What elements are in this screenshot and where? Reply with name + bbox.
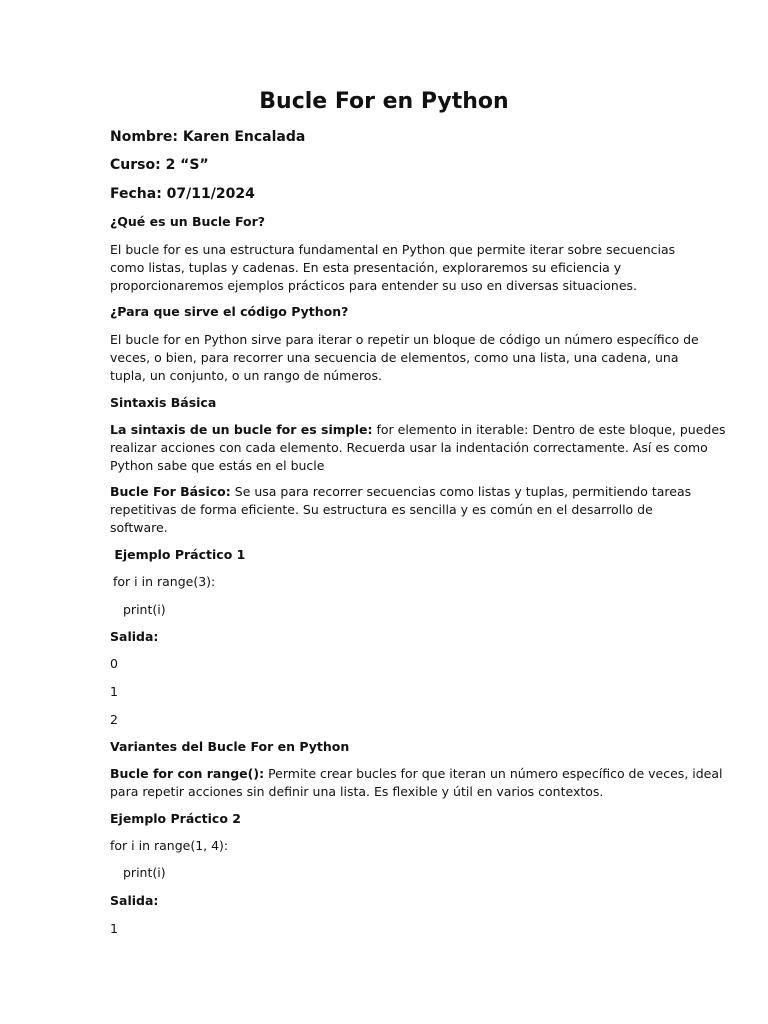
inline-bold-term: Bucle for con range(): — [110, 766, 265, 781]
output-line: 2 — [110, 712, 118, 727]
heading-variantes: Variantes del Bucle For en Python — [110, 739, 350, 754]
paragraph-line: tupla, un conjunto, o un rango de números. — [110, 368, 382, 383]
code-line: for i in range(3): — [113, 574, 216, 589]
heading-para-que: ¿Para que sirve el código Python? — [110, 304, 349, 319]
course: Curso: 2 “S” — [110, 157, 209, 173]
salida-label: Salida: — [110, 629, 159, 644]
paragraph-line: El bucle for en Python sirve para iterar o repetir un bloque de código un número específico de — [110, 332, 699, 347]
paragraph-line: repetitivas de forma eficiente. Su estructura es sencilla y es común en el desarrollo de — [110, 502, 653, 517]
heading-que-es: ¿Qué es un Bucle For? — [110, 214, 266, 229]
paragraph-variantes — [110, 765, 723, 801]
paragraph-line: veces, o bien, para recorrer una secuencia de elementos, como una lista, una cadena, una — [110, 350, 679, 365]
output-line: 1 — [110, 921, 118, 936]
paragraph-que-es — [110, 241, 676, 295]
paragraph-line: como listas, tuplas y cadenas. En esta presentación, exploraremos su eficiencia y — [110, 260, 622, 275]
output-line: 1 — [110, 684, 118, 699]
salida-label: Salida: — [110, 893, 159, 908]
paragraph-line — [110, 421, 726, 439]
heading-ejemplo-2: Ejemplo Práctico 2 — [110, 811, 241, 826]
code-line: print(i) — [123, 602, 166, 617]
inline-text: Se usa para recorrer secuencias como listas y tuplas, permitiendo tareas — [230, 484, 692, 499]
paragraph-line: proporcionaremos ejemplos prácticos para entender su uso en diversas situaciones. — [110, 278, 638, 293]
paragraph-line: realizar acciones con cada elemento. Recuerda usar la indentación correctamente. Así es como — [110, 440, 708, 455]
code-line: for i in range(1, 4): — [110, 838, 229, 853]
paragraph-line: El bucle for es una estructura fundamental en Python que permite iterar sobre secuencias — [110, 242, 676, 257]
inline-bold-term: La sintaxis de un bucle for es simple: — [110, 422, 373, 437]
heading-sintaxis: Sintaxis Básica — [110, 395, 217, 410]
paragraph-line: Python sabe que estás en el bucle — [110, 458, 325, 473]
inline-bold-term: Bucle For Básico: — [110, 484, 231, 499]
paragraph-line: software. — [110, 520, 168, 535]
paragraph-line — [110, 765, 723, 783]
document-title: Bucle For en Python — [259, 89, 509, 114]
paragraph-sintaxis — [110, 421, 726, 475]
code-line: print(i) — [123, 865, 166, 880]
inline-text: for elemento in iterable: Dentro de este bloque, puedes — [372, 422, 726, 437]
heading-ejemplo-1: Ejemplo Práctico 1 — [110, 547, 246, 562]
paragraph-bucle-basico — [110, 483, 692, 537]
output-line: 0 — [110, 656, 118, 671]
date: Fecha: 07/11/2024 — [110, 186, 255, 202]
student-name: Nombre: Karen Encalada — [110, 129, 306, 145]
paragraph-para-que — [110, 331, 699, 385]
paragraph-line — [110, 483, 692, 501]
paragraph-line: para repetir acciones sin definir una lista. Es flexible y útil en varios contextos. — [110, 784, 604, 799]
inline-text: Permite crear bucles for que iteran un número específico de veces, ideal — [264, 766, 723, 781]
